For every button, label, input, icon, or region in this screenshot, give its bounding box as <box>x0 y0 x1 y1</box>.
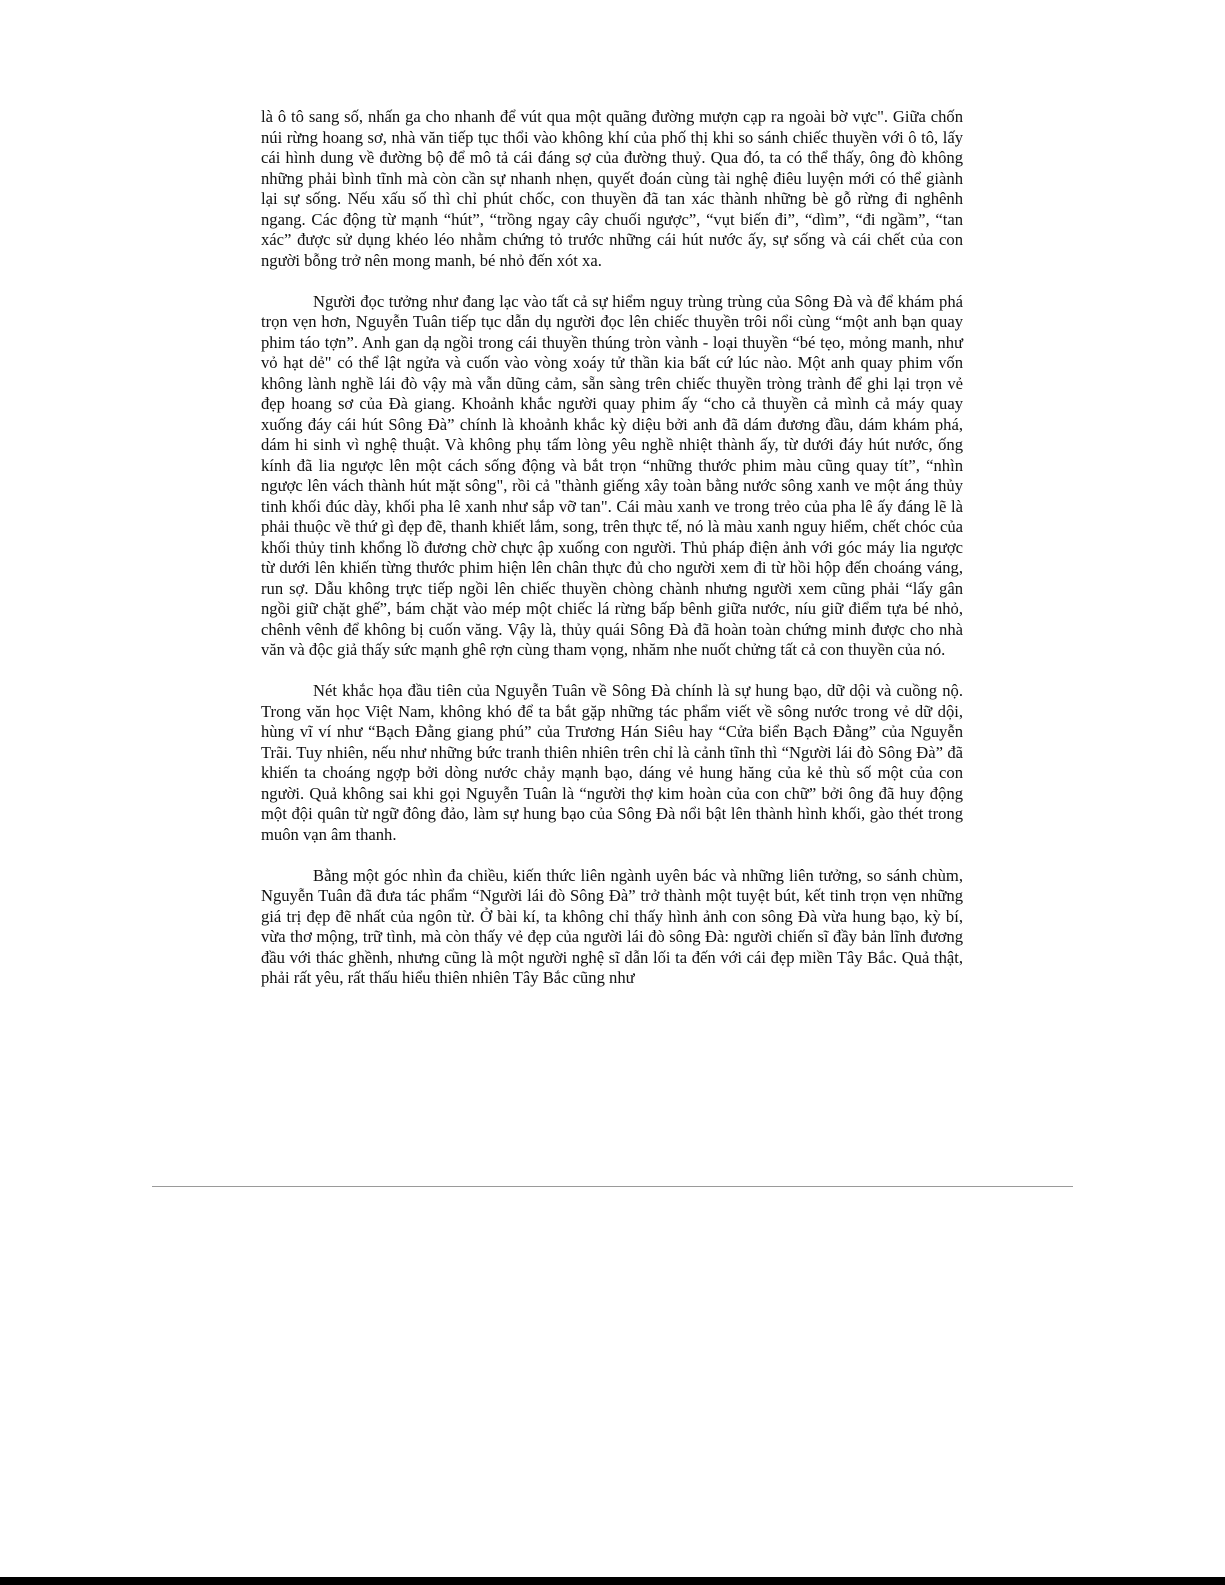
document-body <box>261 107 963 1009</box>
bottom-edge-bar <box>0 1577 1225 1585</box>
paragraph-4: Bằng một góc nhìn đa chiều, kiến thức liên ngành uyên bác và những liên tưởng, so sánh chùm, Nguyễn Tuân đã đưa tác phẩm “Người lái đò Sông Đà” trở thành một tuyệt bút, kết tinh trọn vẹn những giá trị đẹp đẽ nhất của ngôn từ. Ở bài kí, ta không chỉ thấy hình ảnh con sông Đà vừa hung bạo, kỳ bí, vừa thơ mộng, trữ tình, mà còn thấy vẻ đẹp của người lái đò sông Đà: người chiến sĩ đầy bản lĩnh đương đầu với thác ghềnh, nhưng cũng là một người nghệ sĩ dẫn lối ta đến với cái đẹp miền Tây Bắc. Quả thật, phải rất yêu, rất thấu hiểu thiên nhiên Tây Bắc cũng như <box>261 865 963 987</box>
paragraph-2: Người đọc tưởng như đang lạc vào tất cả sự hiểm nguy trùng trùng của Sông Đà và để khám phá trọn vẹn hơn, Nguyễn Tuân tiếp tục dẫn dụ người đọc lên chiếc thuyền trôi nổi cùng “một anh bạn quay phim táo tợn”. Anh gan dạ ngồi trong cái thuyền thúng tròn vành - loại thuyền “bé tẹo, mỏng manh, như vỏ hạt dẻ" có thể lật ngửa và cuốn vào vòng xoáy tử thần kia bất cứ lúc nào. Một anh quay phim vốn không lành nghề lái đò vậy mà vẫn dũng cảm, sẵn sàng trên chiếc thuyền tròng trành để ghi lại trọn vẻ đẹp hoang sơ của Đà giang. Khoảnh khắc người quay phim ấy “cho cả thuyền cả mình cả máy quay xuống đáy cái hút Sông Đà” chính là khoảnh khắc kỳ diệu bởi anh đã dám đương đầu, dám khám phá, dám hi sinh vì nghệ thuật. Và không phụ tấm lòng yêu nghề nhiệt thành ấy, từ dưới đáy hút nước, ống kính đã lia ngược lên một cách sống động và bắt trọn “những thước phim màu cũng quay tít”, “nhìn ngược lên vách thành hút mặt sông", rồi cả "thành giếng xây toàn bằng nước sông xanh ve một áng thủy tinh khối đúc dày, khối pha lê xanh như sắp vỡ tan". Cái màu xanh ve trong trẻo của pha lê ấy đáng lẽ là phải thuộc về thứ gì đẹp đẽ, thanh khiết lắm, song, trên thực tế, nó là màu xanh nguy hiểm, chết chóc của khối thủy tinh khổng lồ đương chờ chực ập xuống con người. Thủ pháp điện ảnh với góc máy lia ngược từ dưới lên khiến từng thước phim hiện lên chân thực đủ cho người xem đi từ hồi hộp đến choáng váng, run sợ. Dẫu không trực tiếp ngồi lên chiếc thuyền chòng chành nhưng người xem cũng phải “lấy gân ngồi giữ chặt ghế”, bám chặt vào mép một chiếc lá rừng bấp bênh giữa nước, níu giữ điểm tựa bé nhỏ, chênh vênh để không bị cuốn văng. Vậy là, thủy quái Sông Đà đã hoàn toàn chứng minh được cho nhà văn và độc giả thấy sức mạnh ghê rợn cùng tham vọng, nhăm nhe nuốt chửng tất cả con thuyền của nó. <box>261 291 963 659</box>
page-divider <box>152 1186 1073 1187</box>
paragraph-1: là ô tô sang số, nhấn ga cho nhanh để vút qua một quãng đường mượn cạp ra ngoài bờ vực". Giữa chốn núi rừng hoang sơ, nhà văn tiếp tục thổi vào không khí của phố thị khi so sánh chiếc thuyền với ô tô, lấy cái hình dung về đường bộ để mô tả cái đáng sợ của đường thuỷ. Qua đó, ta có thể thấy, ông đò không những phải bình tĩnh mà còn cần sự nhanh nhẹn, quyết đoán cùng tài nghệ điêu luyện mới có thể giành lại sự sống. Nếu xấu số thì chỉ phút chốc, con thuyền đã tan xác thành những bè gỗ rừng đi nghênh ngang. Các động từ mạnh “hút”, “trồng ngay cây chuối ngược”, “vụt biến đi”, “dìm”, “đi ngầm”, “tan xác” được sử dụng khéo léo nhằm chứng tỏ trước những cái hút nước ấy, sự sống và cái chết của con người bỗng trở nên mong manh, bé nhỏ đến xót xa. <box>261 107 963 270</box>
paragraph-3: Nét khắc họa đầu tiên của Nguyễn Tuân về Sông Đà chính là sự hung bạo, dữ dội và cuồng nộ. Trong văn học Việt Nam, không khó để ta bắt gặp những tác phẩm viết về sông nước trong vẻ dữ dội, hùng vĩ ví như “Bạch Đằng giang phú” của Trương Hán Siêu hay “Cửa biển Bạch Đằng” của Nguyễn Trãi. Tuy nhiên, nếu như những bức tranh thiên nhiên trên chỉ là cảnh tĩnh thì “Người lái đò Sông Đà” đã khiến ta choáng ngợp bởi dòng nước chảy mạnh bạo, dáng vẻ hung hăng của kẻ thù số một của con người. Quả không sai khi gọi Nguyễn Tuân là “người thợ kim hoàn của con chữ” bởi ông đã huy động một đội quân từ ngữ đông đảo, làm sự hung bạo của Sông Đà nổi bật lên thành hình khối, gào thét trong muôn vạn âm thanh. <box>261 681 963 844</box>
